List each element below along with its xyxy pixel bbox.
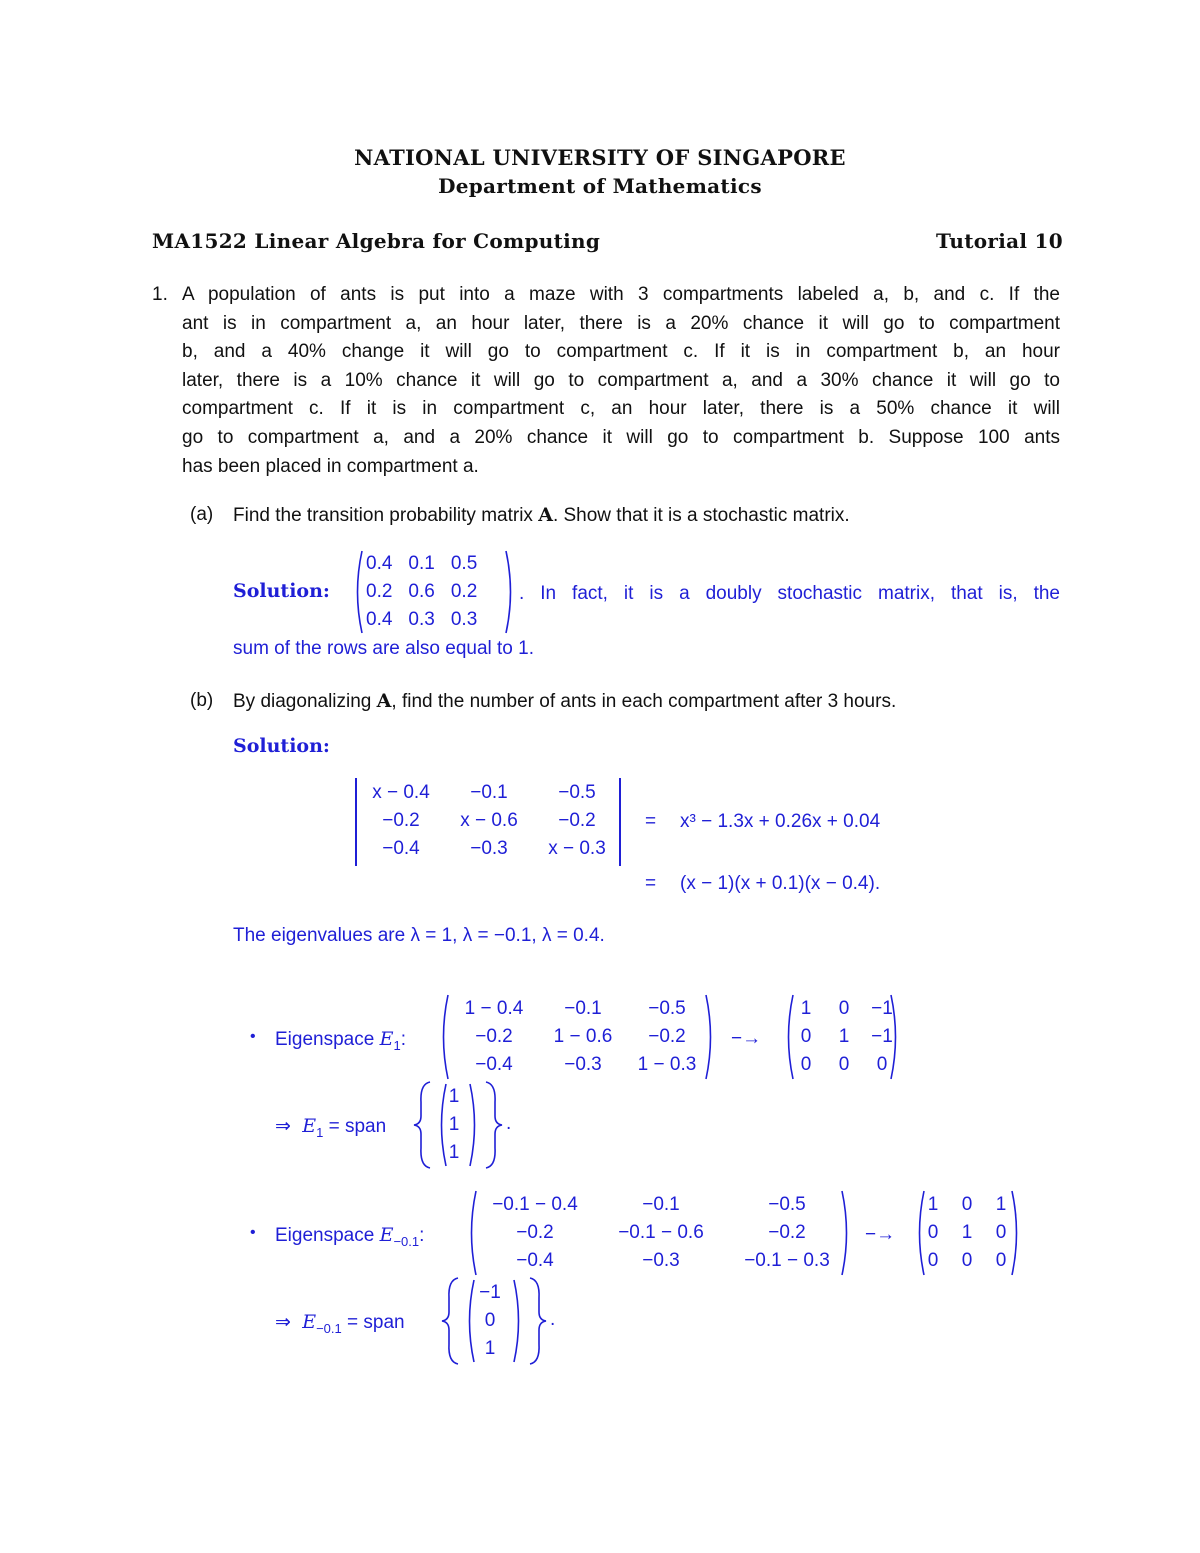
matrix-a-symbol: A	[538, 504, 553, 526]
matrix-cell: 1	[800, 998, 812, 1019]
matrix-cell: x − 0.3	[548, 838, 606, 859]
matrix-cell: −0.1 − 0.6	[618, 1222, 704, 1243]
department-title: Department of Mathematics	[438, 174, 762, 198]
eigenspace-subscript: 1	[316, 1124, 324, 1140]
question-line: ant is in compartment a, an hour later, there is a 20% chance it will go to compartment	[182, 312, 1060, 334]
characteristic-polynomial: x³ − 1.3x + 0.26x + 0.04	[680, 811, 881, 832]
matrix-cell: 1	[838, 1026, 850, 1047]
matrix-cell: −0.4	[516, 1250, 554, 1271]
matrix-cell: 1 − 0.6	[553, 1026, 613, 1047]
matrix-cell: 0	[995, 1222, 1007, 1243]
part-b-solution-label: Solution:	[233, 735, 330, 757]
matrix-cell: −0.1	[564, 998, 602, 1019]
determinant-table	[357, 779, 621, 863]
matrix-cell: −0.4	[475, 1054, 513, 1075]
equals-sign: =	[645, 811, 657, 832]
matrix-cell: 0	[927, 1222, 939, 1243]
part-a-question	[233, 501, 850, 531]
matrix-cell: 0.2	[366, 581, 393, 602]
characteristic-determinant	[355, 778, 625, 866]
eigenspace-2-span	[275, 1308, 405, 1343]
matrix-cell: 0	[927, 1250, 939, 1271]
eigenvalues-sentence: The eigenvalues are λ = 1, λ = −0.1, λ = 0.4.	[233, 925, 605, 946]
eigenspace-2-matrix	[466, 1189, 856, 1277]
eigenspace-1-matrix-table	[446, 995, 710, 1079]
matrix-cell: 0	[800, 1026, 812, 1047]
matrix-cell: 0.3	[450, 609, 478, 630]
matrix-cell: 0.1	[408, 553, 435, 574]
matrix-cell: −0.2	[648, 1026, 686, 1047]
eigenspace-2-label	[275, 1221, 424, 1256]
matrix-cell: 0.4	[366, 609, 393, 630]
vector-entry: 1	[448, 1086, 460, 1107]
basis-vector-1	[444, 1083, 464, 1167]
part-b-text-post: , find the number of ants in each compartment after 3 hours.	[391, 691, 897, 712]
part-a-label: (a)	[190, 504, 214, 525]
right-paren	[840, 1189, 852, 1277]
question-line: go to compartment a, and a 20% chance it will go to compartment b. Suppose 100 ants	[182, 426, 1060, 448]
matrix-cell: 0	[876, 1054, 888, 1075]
part-a-solution-text: . In fact, it is a doubly stochastic matrix, that is, the	[519, 583, 1060, 604]
vector-entry: −1	[479, 1282, 501, 1303]
eigenspace-label-text: Eigenspace	[275, 1225, 380, 1246]
right-paren	[889, 993, 901, 1081]
question-line: has been placed in compartment a.	[182, 455, 479, 477]
matrix-cell: 0.6	[408, 581, 435, 602]
eigenspace-symbol: E	[302, 1311, 317, 1333]
matrix-cell: −0.3	[564, 1054, 602, 1075]
part-a-text-pre: Find the transition probability matrix	[233, 505, 539, 526]
question-line: later, there is a 10% chance it will go to compartment a, and a 30% chance it will go to	[182, 369, 1060, 391]
question-1-text	[182, 281, 1060, 481]
eigenspace-colon: :	[419, 1225, 425, 1246]
matrix-cell: −0.2	[382, 810, 420, 831]
matrix-cell: 1	[961, 1222, 973, 1243]
part-a-solution-continuation: sum of the rows are also equal to 1.	[233, 638, 534, 659]
question-number: 1.	[152, 284, 168, 305]
matrix-cell: 1	[995, 1194, 1007, 1215]
vector-entry: 1	[448, 1114, 460, 1135]
question-line: A population of ants is put into a maze with 3 compartments labeled a, b, and c. If the	[182, 284, 1060, 305]
matrix-cell: 1 − 0.4	[464, 998, 524, 1019]
vector-entry: 1	[484, 1338, 496, 1359]
matrix-cell: 0	[961, 1250, 973, 1271]
matrix-cell: −0.3	[642, 1250, 680, 1271]
question-line: b, and a 40% change it will go to compartment c. If it is in compartment b, an hour	[182, 341, 1060, 363]
left-brace	[412, 1080, 434, 1170]
matrix-cell: 0	[838, 998, 850, 1019]
matrix-a-symbol: A	[376, 690, 392, 712]
matrix-cell: −1	[871, 998, 893, 1019]
university-title: NATIONAL UNIVERSITY OF SINGAPORE	[354, 145, 846, 170]
implies-symbol: ⇒	[275, 1312, 291, 1333]
eigenspace-2-rref-table	[916, 1191, 1018, 1275]
matrix-cell: −1	[871, 1026, 893, 1047]
implies-symbol: ⇒	[275, 1116, 291, 1137]
eigenspace-subscript: −0.1	[393, 1233, 420, 1249]
eigenspace-symbol: E	[379, 1028, 394, 1050]
matrix-cell: 0	[800, 1054, 812, 1075]
matrix-cell: 1	[927, 1194, 939, 1215]
matrix-cell: −0.1	[642, 1194, 680, 1215]
right-brace	[482, 1080, 504, 1170]
matrix-cell: −0.1 − 0.4	[492, 1194, 578, 1215]
eigenspace-2-matrix-table	[472, 1191, 850, 1275]
vector-entry: 1	[448, 1142, 460, 1163]
right-paren	[468, 1082, 480, 1168]
equals-sign: =	[645, 873, 657, 894]
matrix-cell: 0.2	[450, 581, 478, 602]
part-b-label: (b)	[190, 690, 214, 711]
matrix-cell: x − 0.6	[460, 810, 518, 831]
part-b-question	[233, 687, 896, 717]
matrix-cell: −0.2	[558, 810, 596, 831]
eigenspace-label-text: Eigenspace	[275, 1029, 380, 1050]
matrix-cell: 1 − 0.3	[637, 1054, 697, 1075]
tutorial-number: Tutorial 10	[936, 229, 1063, 253]
eigenspace-1-basis	[412, 1080, 522, 1170]
row-reduce-arrow: −→	[731, 1028, 762, 1049]
matrix-cell: −0.1 − 0.3	[744, 1250, 830, 1271]
eigenspace-colon: :	[400, 1029, 406, 1050]
eigenspace-subscript: −0.1	[316, 1320, 342, 1336]
matrix-cell: 0	[838, 1054, 850, 1075]
matrix-cell: 0	[961, 1194, 973, 1215]
matrix-cell: −0.2	[516, 1222, 554, 1243]
matrix-cell: 0.4	[366, 553, 393, 574]
right-brace	[526, 1276, 548, 1366]
matrix-cell: −0.4	[382, 838, 420, 859]
eigenspace-1-rref	[783, 993, 903, 1081]
eigenspace-2-basis	[440, 1276, 570, 1366]
row-reduce-arrow: −→	[865, 1224, 896, 1245]
matrix-cell: −0.5	[648, 998, 686, 1019]
part-a-text-post: . Show that it is a stochastic matrix.	[552, 505, 850, 526]
left-brace	[440, 1276, 462, 1366]
transition-matrix	[352, 549, 518, 635]
eigenspace-1-span	[275, 1112, 386, 1147]
question-line: compartment c. If it is in compartment c, an hour later, there is a 50% chance it will	[182, 398, 1060, 420]
matrix-cell: −0.5	[768, 1194, 806, 1215]
matrix-cell: −0.2	[475, 1026, 513, 1047]
vector-entry: 0	[484, 1310, 496, 1331]
part-b-text-pre: By diagonalizing	[233, 691, 377, 712]
matrix-cell: 0.5	[450, 553, 478, 574]
right-paren	[704, 993, 716, 1081]
matrix-cell: 0.3	[408, 609, 435, 630]
matrix-cell: −0.1	[470, 782, 508, 803]
eigenspace-symbol: E	[302, 1115, 317, 1137]
eigenspace-1-label	[275, 1025, 406, 1060]
course-title: MA1522 Linear Algebra for Computing	[152, 229, 601, 253]
eigenspace-1-rref-table	[787, 995, 901, 1079]
eigenspace-1-matrix	[438, 993, 718, 1081]
right-paren	[512, 1278, 524, 1364]
matrix-cell: x − 0.4	[372, 782, 430, 803]
matrix-cell: 0	[995, 1250, 1007, 1271]
part-a-solution-label: Solution:	[233, 580, 330, 602]
period: .	[506, 1113, 512, 1134]
right-paren	[1010, 1189, 1022, 1277]
matrix-cell: −0.5	[558, 782, 596, 803]
matrix-cell: −0.2	[768, 1222, 806, 1243]
matrix-cell: −0.3	[470, 838, 508, 859]
det-right-bar	[619, 778, 621, 866]
period: .	[550, 1309, 556, 1330]
eigenspace-2-rref	[914, 1189, 1024, 1277]
span-text: = span	[347, 1312, 405, 1333]
bullet: •	[250, 1224, 256, 1241]
right-paren	[504, 549, 516, 635]
factored-polynomial: (x − 1)(x + 0.1)(x − 0.4).	[680, 873, 881, 894]
basis-vector-2	[472, 1279, 508, 1363]
transition-matrix-table	[358, 550, 485, 634]
bullet: •	[250, 1028, 256, 1045]
span-text: = span	[328, 1116, 387, 1137]
eigenspace-subscript: 1	[393, 1037, 401, 1053]
eigenspace-symbol: E	[379, 1224, 394, 1246]
